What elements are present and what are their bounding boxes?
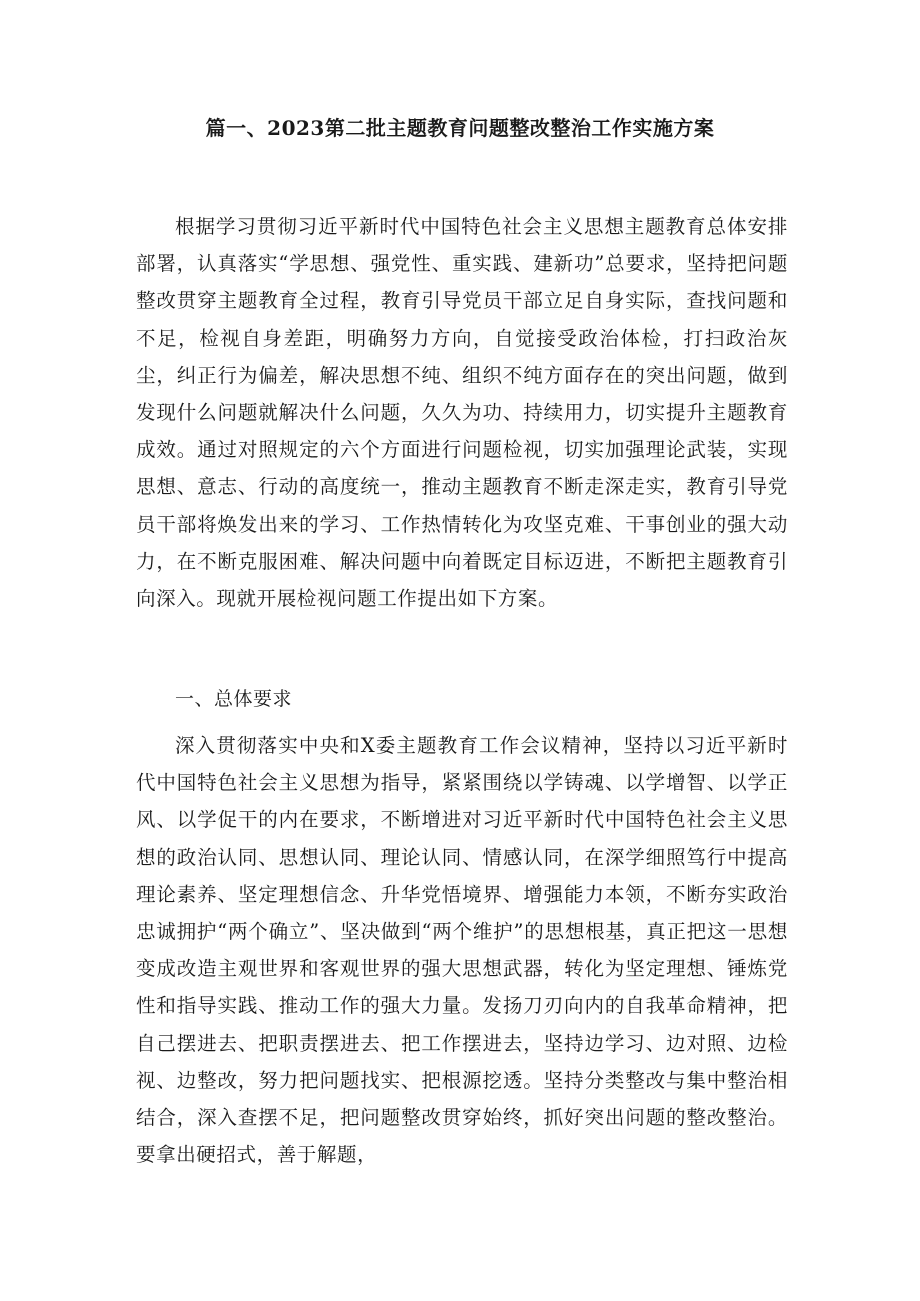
intro-paragraph: 根据学习贯彻习近平新时代中国特色社会主义思想主题教育总体安排部署，认真落实“学思想、强党性、重实践、建新功”总要求，坚持把问题整改贯穿主题教育全过程，教育引导党员干部立足自身实际，查找问题和不足，检视自身差距，明确努力方向，自觉接受政治体检，打扫政治灰尘，纠正行为偏差，解决思想不纯、组织不纯方面存在的突出问题，做到发现什么问题就解决什么问题，久久为功、持续用力，切实提升主题教育成效。通过对照规定的六个方面进行问题检视，切实加强理论武装，实现思想、意志、行动的高度统一，推动主题教育不断走深走实，教育引导党员干部将焕发出来的学习、工作热情转化为攻坚克难、干事创业的强大动力，在不断克服困难、解决问题中向着既定目标迈进，不断把主题教育引向深入。现就开展检视问题工作提出如下方案。 — [136, 215, 788, 611]
document-title: 篇一、2023第二批主题教育问题整改整治工作实施方案 — [205, 116, 715, 140]
section-paragraph: 深入贯彻落实中央和X委主题教育工作会议精神，坚持以习近平新时代中国特色社会主义思想为指导，紧紧围绕以学铸魂、以学增智、以学正风、以学促干的内在要求，不断增进对习近平新时代中国特色社会主义思想的政治认同、思想认同、理论认同、情感认同，在深学细照笃行中提高理论素养、坚定理想信念、升华党悟境界、增强能力本领，不断夯实政治忠诚拥护“两个确立”、坚决做到“两个维护”的思想根基，真正把这一思想变成改造主观世界和客观世界的强大思想武器，转化为坚定理想、锤炼党性和指导实践、推动工作的强大力量。发扬刀刃向内的自我革命精神，把自己摆进去、把职责摆进去、把工作摆进去，坚持边学习、边对照、边检视、边整改，努力把问题找实、把根源挖透。坚持分类整改与集中整治相结合，深入查摆不足，把问题整改贯穿始终，抓好突出问题的整改整治。要拿出硬招式，善于解题， — [136, 734, 788, 1167]
section-heading: 一、总体要求 — [175, 688, 293, 710]
